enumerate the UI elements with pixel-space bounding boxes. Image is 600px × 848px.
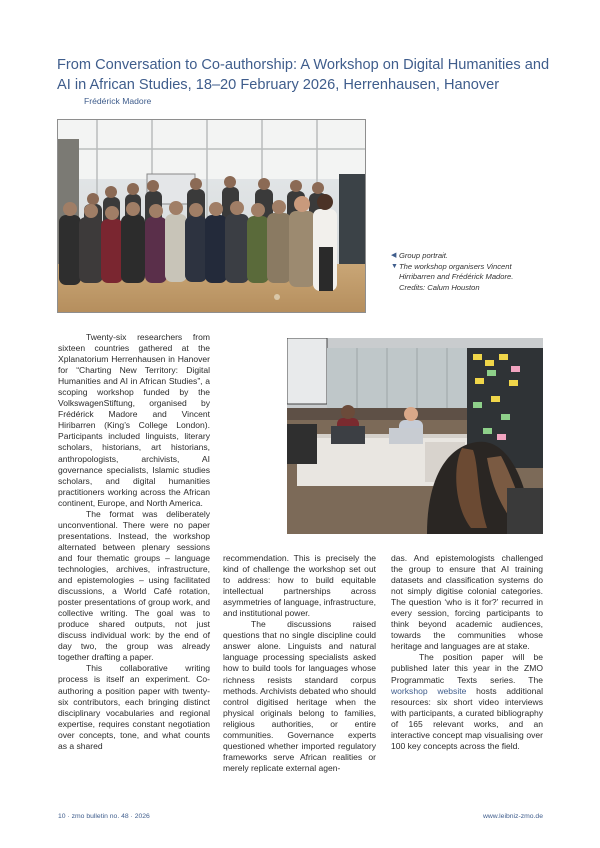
body-column-2 [223,553,376,774]
arrow-down-icon: ▼ [391,262,398,270]
article-author: Frédérick Madore [84,96,152,106]
paragraph: Twenty-six researchers from sixteen countries gathered at the Xplanatorium Herrenhausen in Hanover for “Charting New Territory: Digital Humanities and AI in African Studies”, a scoping workshop funded by the VolkswagenStiftung, organised by Frédérick Madore and Vincent Hiribarren (King’s College London). Participants included linguists, literary scholars, historians, art historians, anthropologists, archivists, AI governance specialists, Islamic studies scholars, and digital humanities practitioners working across the African continent, Europe, and North America. [58,332,210,508]
footer-page-info: 10 · zmo bulletin no. 48 · 2026 [58,813,150,820]
workshop-session-photo [287,338,543,534]
caption-line-1: Group portrait. [399,251,448,260]
footer-website-link[interactable]: www.leibniz-zmo.de [482,813,543,820]
paragraph: The discussions raised questions that no single discipline could answer alone. Linguists and natural language processing specialists asked how to build tools for languages whose richness resists standard corpus methods. Archivists debated who should control digitised heritage when the physical originals belong to families, religious authorities, or entire communities. Governance experts questioned whether imported regulatory frameworks serve African realities or merely replicate external agen- [223,619,376,773]
paragraph-text: The position paper will be published later this year in the ZMO Programmatic Texts series. The [391,652,543,685]
paragraph: The format was deliberately unconventional. There were no paper presentations. Instead, the workshop alternated between plenary sessions and four thematic groups – language technologies, archives, infrastructure, and epistemologies – using facilitated discussions, a World Café rotation, poster presentations of group work, and collective writing. The goal was to produce shared outputs, not just discuss individual work: by the end of day two, the group was already together drafting a paper. [58,508,210,663]
paragraph-text: hosts additional resources: six short video interviews with participants, a curated bibliography of 165 relevant works, and an interactive concept map visualising over 100 key concepts across the field. [391,685,543,751]
paragraph [391,652,543,751]
paragraph: This collaborative writing process is itself an experiment. Co-authoring a position paper with twenty-six contributors, each bringing distinct disciplinary vocabularies and regional expertise, requires constant negotiation over concepts, tone, and what counts as a shared [58,663,210,751]
body-column-3 [391,553,543,752]
caption-line-2: The workshop organisers Vincent Hirribarren and Frédérick Madore. Credits: Calum Houston [399,261,514,292]
arrow-left-icon: ◀ [391,252,397,259]
group-portrait-photo [57,119,366,313]
article-title: From Conversation to Co-authorship: A Workshop on Digital Humanities and AI in African Studies, 18–20 February 2026, Herrenhausen, Hanover [57,57,550,93]
paragraph: das. And epistemologists challenged the group to ensure that AI training datasets and classification systems do not simply digitise colonial categories. The question ‘who is it for?’ recurred in every session, forcing participants to think beyond academic audiences, towards the communities whose heritage and languages are at stake. [391,553,543,652]
paragraph: recommendation. This is precisely the kind of challenge the workshop set out to address: how to build equitable intellectual partnerships across asymmetries of language, infrastructure, and institutional power. [223,553,376,619]
workshop-website-link[interactable]: workshop website [391,685,467,696]
photo-caption [391,251,541,293]
body-column-1 [58,332,210,752]
